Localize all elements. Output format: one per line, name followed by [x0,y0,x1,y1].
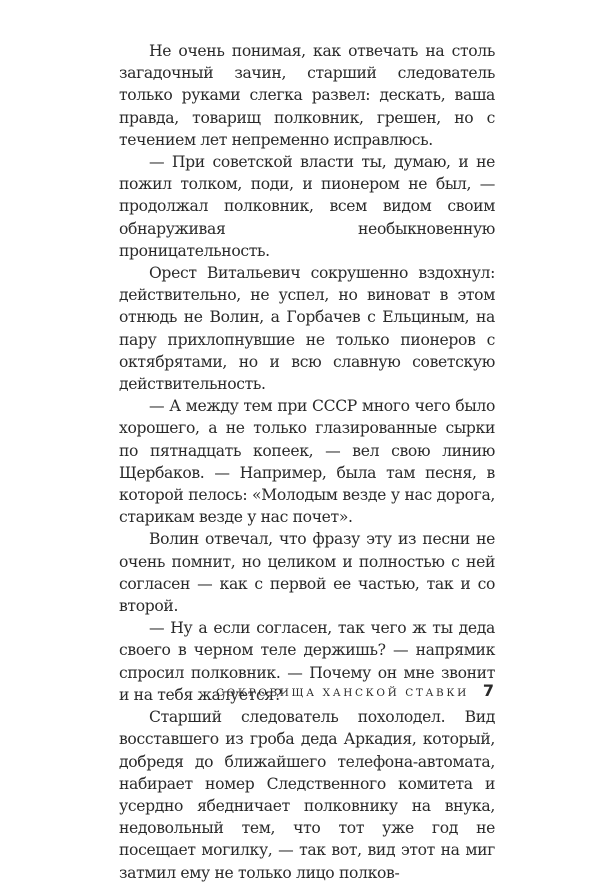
page-number: 7 [482,681,494,700]
paragraph-4: — А между тем при СССР много чего было хорошего, а не только глазированные сырки по пятнадцать копеек, — вел свою линию Щербаков. — Например, была там песня, в которой пелось: «Молодым везде у нас дорога, старикам везде у нас почет». [119,397,495,527]
paragraph-7: Старший следователь похолодел. Вид восставшего из гроба деда Аркадия, который, добредя до ближайшего телефона-автомата, набирает номер Следственного комитета и усердно ябедничает полковнику на внука, недовольный тем, что тот уже год не посещает могилку, — так вот, вид этот на миг затмил ему не только лицо полков- [119,708,495,882]
paragraph-2: — При советской власти ты, думаю, и не пожил толком, поди, и пионером не был, — продолжал полковник, всем видом своим обнаруживая необыкновенную проницательность. [119,153,495,260]
running-title: СОКРОВИЩА ХАНСКОЙ СТАВКИ [216,687,469,699]
page-footer [216,681,494,700]
paragraph-6: — Ну а если согласен, так чего ж ты деда своего в черном теле держишь? — напрямик спросил полковник. — Почему он мне звонит и на тебя жалуется? [119,619,495,704]
paragraph-5: Волин отвечал, что фразу эту из песни не очень помнит, но целиком и полностью с ней согласен — как с первой ее частью, так и со второй. [119,530,495,616]
body-text [119,40,495,884]
paragraph-1: Не очень понимая, как отвечать на столь загадочный зачин, старший следователь только руками слегка развел: дескать, ваша правда, товарищ полковник, грешен, но с течением лет непременно исправлюсь. [119,42,495,149]
paragraph-3: Орест Витальевич сокрушенно вздохнул: действительно, не успел, но виноват в этом отнюдь не Волин, а Горбачев с Ельциным, на пару прихлопнувшие не только пионеров с октябрятами, но и всю славную советскую действительность. [119,264,495,394]
